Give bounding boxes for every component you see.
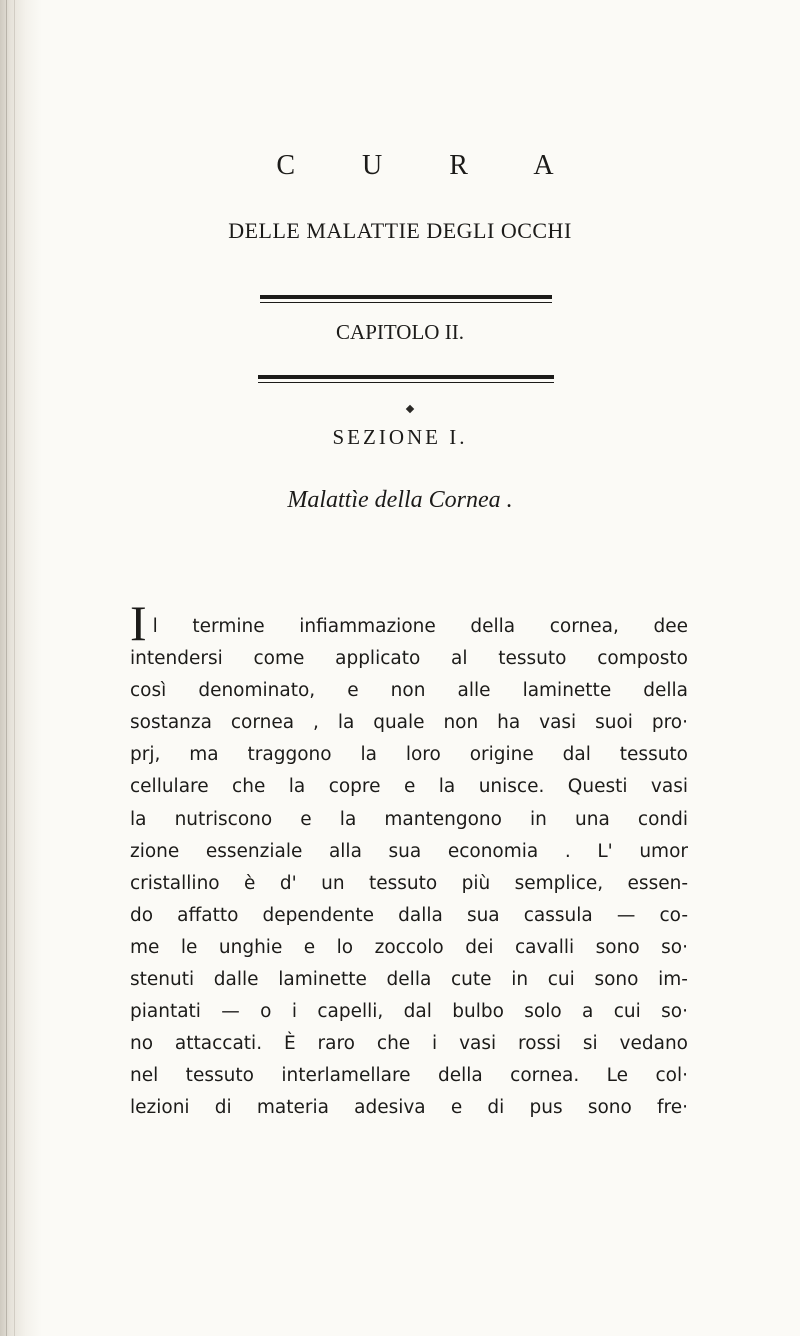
text-line: prj, ma traggono la loro origine dal tessuto [130, 744, 688, 766]
page-subtitle: DELLE MALATTIE DEGLI OCCHI [228, 218, 572, 243]
text-line: zione essenziale alla sua economia . L' umor [130, 840, 688, 862]
page-title: C U R A [276, 150, 584, 181]
chapter-heading: CAPITOLO II. [336, 320, 464, 344]
divider-rule [258, 375, 554, 379]
text-line: lezioni di materia adesiva e di pus sono fre· [130, 1097, 688, 1119]
divider-rule [260, 302, 552, 303]
text-line: l termine infiammazione della cornea, dee [152, 616, 688, 637]
drop-cap: I [130, 595, 147, 651]
text-line: nel tessuto interlamellare della cornea. Le col· [130, 1065, 688, 1087]
body-text [130, 595, 688, 1125]
text-line: no attaccati. È raro che i vasi rossi si vedano [130, 1033, 688, 1055]
section-subject: Malattìe della Cornea . [287, 487, 513, 513]
text-line: stenuti dalle laminette della cute in cui sono im- [130, 969, 688, 991]
text-line: sostanza cornea , la quale non ha vasi suoi pro· [130, 712, 688, 734]
binding-edge [14, 0, 15, 1336]
text-line: piantati — o i capelli, dal bulbo solo a cui so· [130, 1001, 688, 1023]
text-line: me le unghie e lo zoccolo dei cavalli sono so· [130, 936, 688, 958]
text-line: cellulare che la copre e la unisce. Questi vasi [130, 776, 688, 798]
text-line: la nutriscono e la mantengono in una condi [130, 808, 688, 830]
section-heading: SEZIONE I. [332, 425, 468, 449]
text-line: così denominato, e non alle laminette della [130, 680, 688, 702]
text-line: cristallino è d' un tessuto più semplice, essen- [130, 872, 688, 894]
text-line: intendersi come applicato al tessuto composto [130, 648, 688, 670]
divider-rule [258, 382, 554, 383]
divider-rule [260, 295, 552, 299]
binding-edge [6, 0, 7, 1336]
ornament-icon [406, 405, 414, 413]
text-line: do affatto dependente dalla sua cassula — co- [130, 904, 688, 926]
